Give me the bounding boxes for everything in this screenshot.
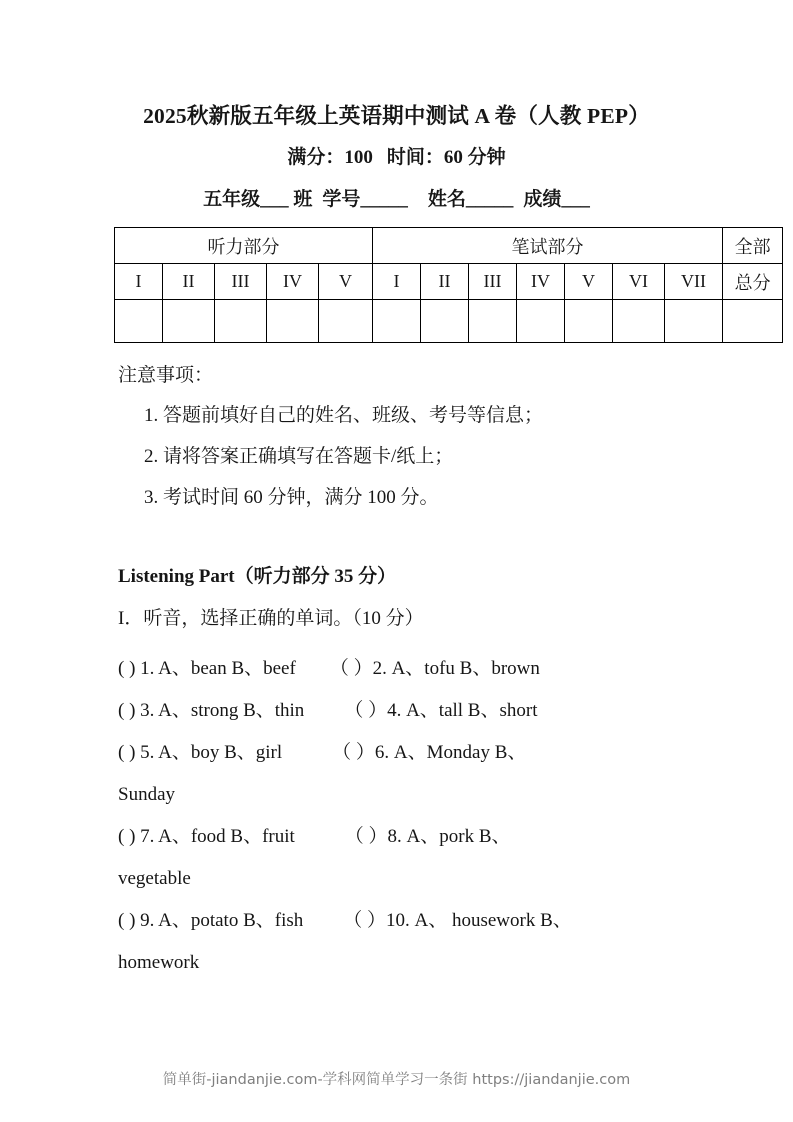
question-item-7[interactable]: ( ) 7. A、food B、fruit <box>118 826 295 847</box>
question-item-6-continuation: Sunday <box>118 784 175 805</box>
table-row-scores <box>115 300 783 343</box>
listening-roman-3: III <box>215 264 267 300</box>
score-cell-written-7[interactable] <box>665 300 723 343</box>
score-cell-total[interactable] <box>723 300 783 343</box>
question-row <box>118 648 698 690</box>
question-item-9[interactable]: ( ) 9. A、potato B、fish <box>118 910 304 931</box>
written-roman-6: VI <box>613 264 665 300</box>
table-row-sections <box>115 228 783 264</box>
question-item-8[interactable]: （ ）8. A、pork B、 <box>344 826 511 847</box>
score-cell-written-4[interactable] <box>517 300 565 343</box>
question-item-6[interactable]: （ ）6. A、Monday B、 <box>332 742 527 763</box>
header-all-section: 全部 <box>723 228 783 264</box>
question-list <box>118 648 698 984</box>
note-item-1: 1. 答题前填好自己的姓名、班级、考号等信息； <box>144 405 544 426</box>
student-id-field[interactable]: 学号_____ <box>322 189 408 210</box>
listening-roman-4: IV <box>267 264 319 300</box>
score-cell-written-5[interactable] <box>565 300 613 343</box>
written-roman-5: V <box>565 264 613 300</box>
footer-watermark: 简单街-jiandanjie.com-学科网简单学习一条街 https://jiandanjie.com <box>162 1072 631 1088</box>
written-roman-7: VII <box>665 264 723 300</box>
written-roman-2: II <box>421 264 469 300</box>
score-cell-listening-5[interactable] <box>319 300 373 343</box>
written-roman-3: III <box>469 264 517 300</box>
student-name-field[interactable]: 姓名_____ <box>427 189 514 210</box>
score-cell-listening-1[interactable] <box>115 300 163 343</box>
note-item-3: 3. 考试时间 60 分钟，满分 100 分。 <box>144 487 439 508</box>
score-table-container <box>114 227 782 343</box>
score-cell-listening-4[interactable] <box>267 300 319 343</box>
score-cell-written-2[interactable] <box>421 300 469 343</box>
exam-meta-line <box>0 142 793 169</box>
question-item-10[interactable]: （ ）10. A、 housework B、 <box>343 910 572 931</box>
student-grade-field[interactable]: 五年级___ 班 <box>203 189 313 210</box>
listening-roman-1: I <box>115 264 163 300</box>
question-item-3[interactable]: ( ) 3. A、strong B、thin <box>118 700 305 721</box>
time-limit-label: 时间：60 分钟 <box>386 147 506 168</box>
student-score-field[interactable]: 成绩___ <box>523 189 590 210</box>
listening-part-heading: Listening Part（听力部分 35 分） <box>118 566 397 587</box>
header-listening-section: 听力部分 <box>115 228 373 264</box>
score-table <box>114 227 783 343</box>
score-cell-written-6[interactable] <box>613 300 665 343</box>
full-marks-label: 满分：100 <box>287 147 373 168</box>
score-cell-written-3[interactable] <box>469 300 517 343</box>
question-row <box>118 816 698 858</box>
score-cell-written-1[interactable] <box>373 300 421 343</box>
question-row <box>118 732 698 774</box>
total-score-label: 总分 <box>723 264 783 300</box>
question-item-4[interactable]: （ ）4. A、tall B、short <box>344 700 538 721</box>
question-item-2[interactable]: （ ）2. A、tofu B、brown <box>329 658 540 679</box>
question-directive-1: I．听音，选择正确的单词。（10 分） <box>118 608 424 629</box>
written-roman-4: IV <box>517 264 565 300</box>
page-title: 2025秋新版五年级上英语期中测试 A 卷（人教 PEP） <box>143 104 650 128</box>
question-item-8-continuation: vegetable <box>118 868 191 889</box>
header-written-section: 笔试部分 <box>373 228 723 264</box>
written-roman-1: I <box>373 264 421 300</box>
listening-roman-5: V <box>319 264 373 300</box>
table-row-romans <box>115 264 783 300</box>
notes-section <box>118 357 718 518</box>
notes-title: 注意事项： <box>118 365 214 386</box>
score-cell-listening-3[interactable] <box>215 300 267 343</box>
question-item-1[interactable]: ( ) 1. A、bean B、beef <box>118 658 296 679</box>
question-item-10-continuation: homework <box>118 952 200 973</box>
score-cell-listening-2[interactable] <box>163 300 215 343</box>
question-row <box>118 690 698 732</box>
question-row <box>118 900 698 942</box>
listening-roman-2: II <box>163 264 215 300</box>
note-item-2: 2. 请将答案正确填写在答题卡/纸上； <box>144 446 454 467</box>
question-item-5[interactable]: ( ) 5. A、boy B、girl <box>118 742 283 763</box>
student-info-line <box>0 184 793 211</box>
